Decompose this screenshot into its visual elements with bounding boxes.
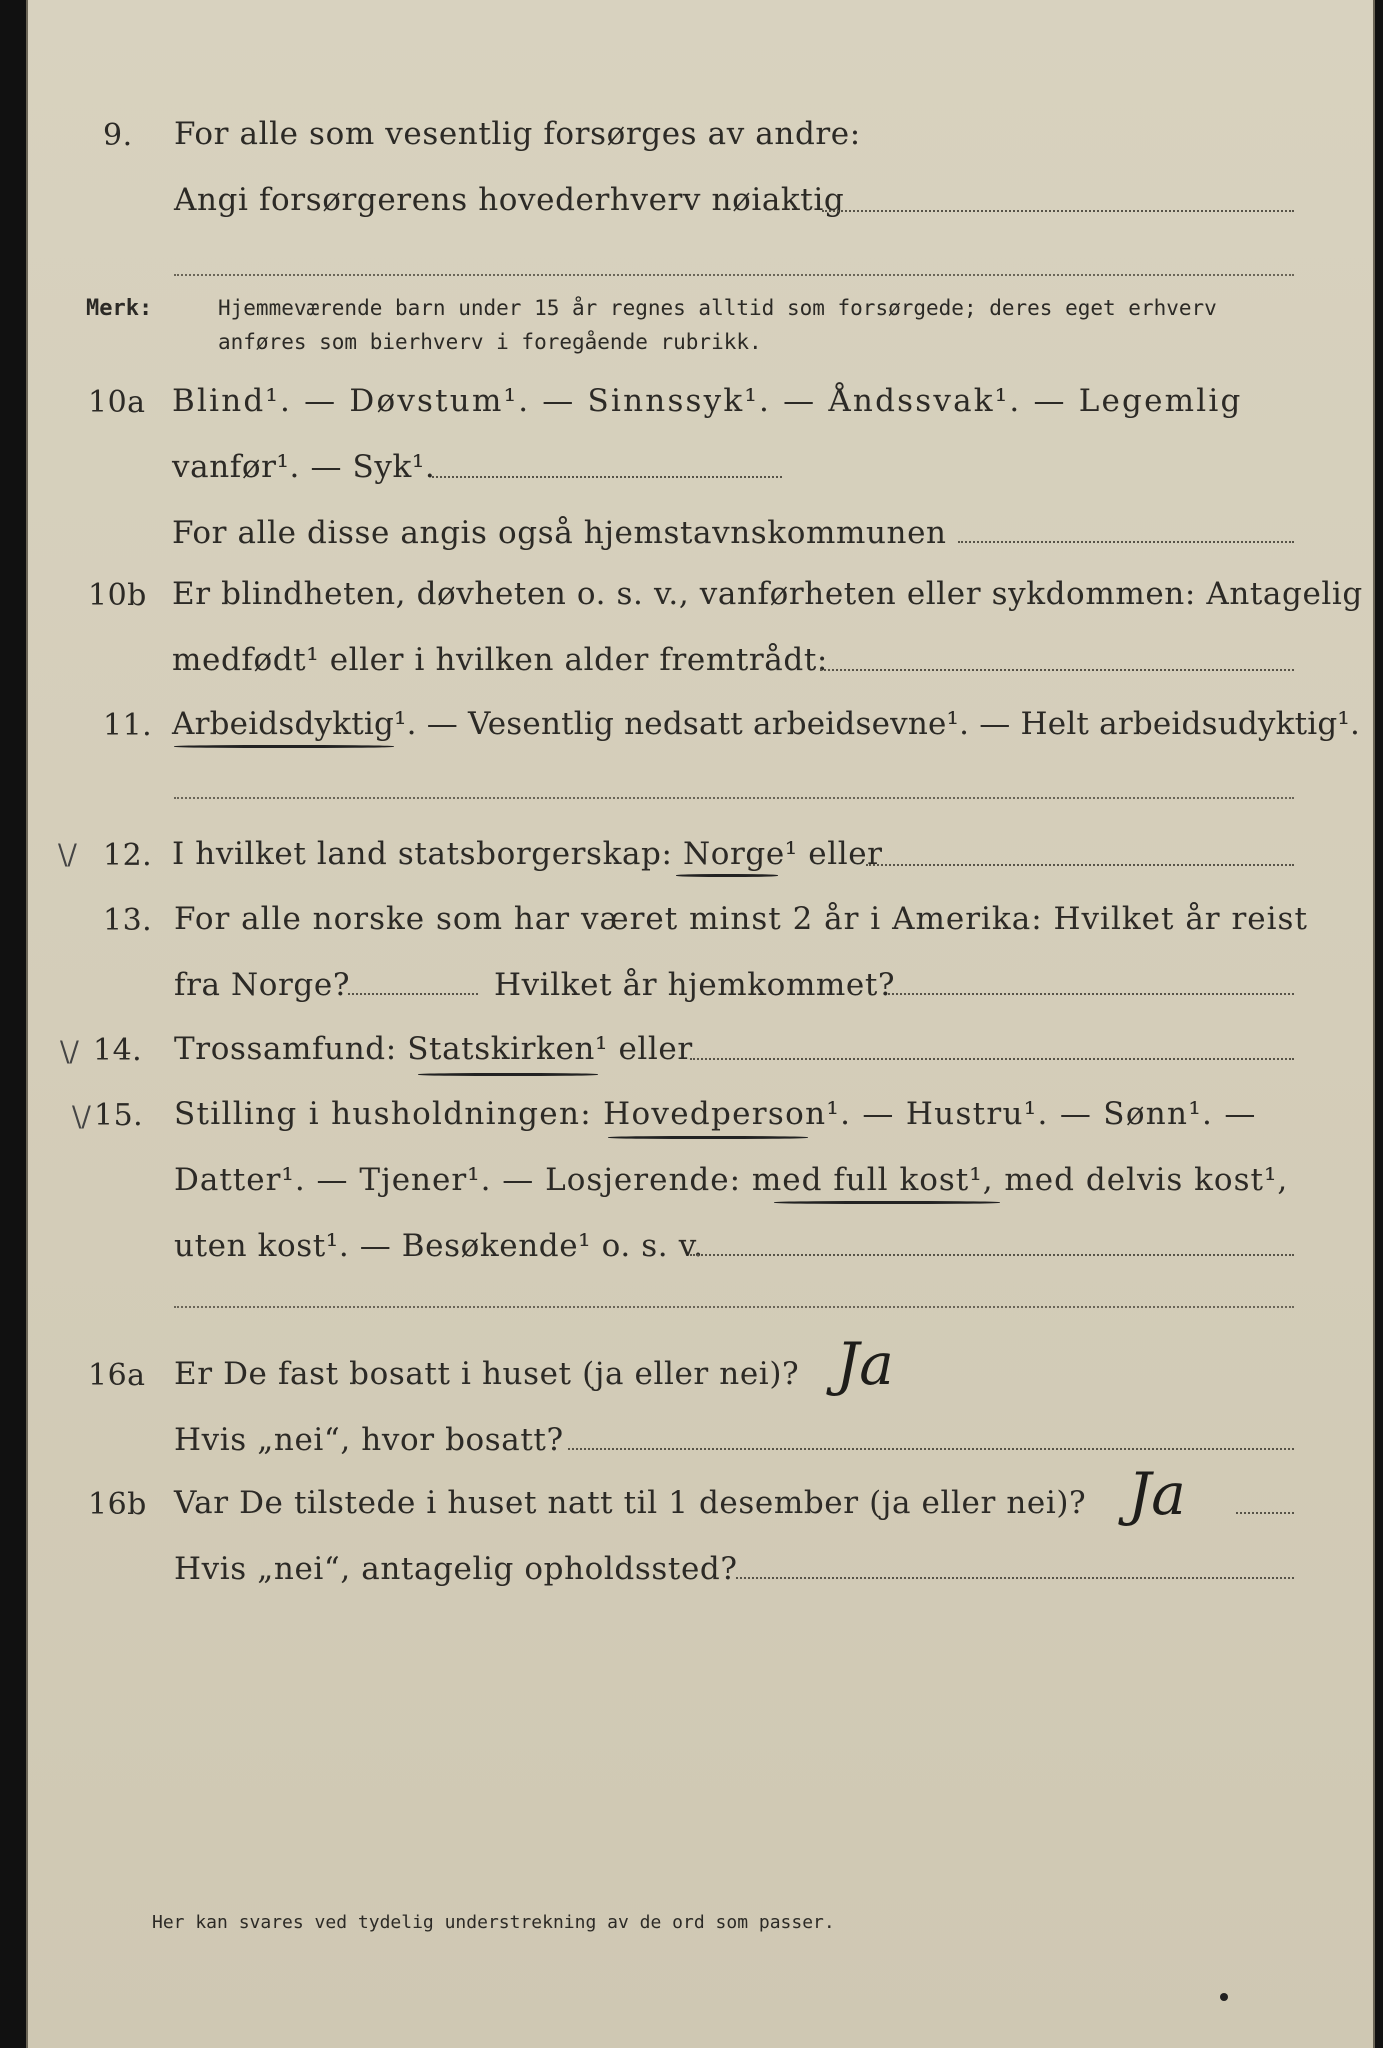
q15-underline-med-full-kost (774, 1201, 1000, 1204)
q10b-line2: medfødt¹ eller i hvilken alder fremtrådt: (172, 642, 828, 678)
q14-line1: Trossamfund: Statskirken¹ eller (174, 1031, 693, 1067)
q9-separator (174, 274, 1294, 276)
q10b-answer-field[interactable] (820, 669, 1294, 671)
q11-line1: Arbeidsdyktig¹. — Vesentlig nedsatt arbeidsevne¹. — Helt arbeidsudyktig¹. (172, 706, 1361, 742)
ink-dot (1220, 1993, 1228, 2001)
q13-answer-field-right[interactable] (888, 993, 1294, 995)
q14-check-mark: \/ (60, 1035, 79, 1068)
q10a-answer-field-1[interactable] (432, 476, 782, 478)
q16b-number: 16b (88, 1487, 147, 1522)
q16b-answer-field-1[interactable] (1236, 1512, 1294, 1514)
q10a-answer-field-2[interactable] (958, 541, 1294, 543)
merk-label: Merk: (86, 296, 153, 321)
q15-line2: Datter¹. — Tjener¹. — Losjerende: med full kost¹, med delvis kost¹, (174, 1162, 1289, 1198)
merk-line1: Hjemmeværende barn under 15 år regnes alltid som forsørgede; deres eget erhverv (218, 296, 1217, 320)
q16b-handwritten-answer[interactable]: Ja (1128, 1460, 1186, 1528)
q11-number: 11. (103, 708, 153, 743)
q16b-line1: Var De tilstede i huset natt til 1 desember (ja eller nei)? (174, 1485, 1087, 1521)
q10a-number: 10a (88, 385, 146, 420)
q14-underline-statskirken (418, 1073, 598, 1076)
q12-answer-field[interactable] (866, 864, 1294, 866)
q15-answer-field[interactable] (690, 1254, 1294, 1256)
q10a-line2: vanfør¹. — Syk¹. (172, 449, 436, 485)
q10b-line1: Er blindheten, døvheten o. s. v., vanførheten eller sykdommen: Antagelig (172, 576, 1363, 612)
q16a-answer-field[interactable] (568, 1448, 1294, 1450)
q12-number: 12. (103, 838, 153, 873)
q15-number: 15. (94, 1098, 144, 1133)
q16a-number: 16a (88, 1358, 146, 1393)
q12-line1: I hvilket land statsborgerskap: Norge¹ eller (172, 836, 883, 872)
q16a-line2: Hvis „nei“, hvor bosatt? (174, 1422, 564, 1458)
q9-number: 9. (103, 118, 133, 153)
q16b-answer-field-2[interactable] (736, 1577, 1294, 1579)
q15-underline-hovedperson (608, 1136, 808, 1139)
q16a-line1: Er De fast bosatt i huset (ja eller nei)? (174, 1356, 800, 1392)
q10a-line3: For alle disse angis også hjemstavnskommunen (172, 515, 947, 551)
q11-separator (174, 797, 1294, 799)
q14-answer-field[interactable] (690, 1058, 1294, 1060)
q13-line1: For alle norske som har været minst 2 år i Amerika: Hvilket år reist (174, 901, 1308, 937)
q15-check-mark: \/ (72, 1100, 91, 1133)
q10a-line1: Blind¹. — Døvstum¹. — Sinnssyk¹. — Åndssvak¹. — Legemlig (172, 383, 1243, 419)
q9-line2: Angi forsørgerens hovederhverv nøiaktig (174, 182, 845, 218)
q13-line2b: Hvilket år hjemkommet? (494, 967, 896, 1003)
q15-line3: uten kost¹. — Besøkende¹ o. s. v. (174, 1228, 704, 1264)
merk-line2: anføres som bierhverv i foregående rubrikk. (218, 330, 762, 354)
q14-number: 14. (93, 1033, 143, 1068)
q13-number: 13. (103, 903, 153, 938)
q13-answer-field-left[interactable] (348, 993, 478, 995)
q9-answer-field[interactable] (822, 210, 1294, 212)
q10b-number: 10b (88, 578, 147, 613)
q15-line1: Stilling i husholdningen: Hovedperson¹. — Hustru¹. — Sønn¹. — (174, 1096, 1257, 1132)
q11-underline-arbeidsdyktig (174, 745, 394, 748)
q15-separator (174, 1306, 1294, 1308)
footnote: Her kan svares ved tydelig understrekning av de ord som passer. (152, 1912, 835, 1933)
q12-underline-norge (676, 874, 778, 877)
q12-check-mark: \/ (58, 838, 77, 871)
q9-line1: For alle som vesentlig forsørges av andre: (174, 116, 861, 152)
q16a-handwritten-answer[interactable]: Ja (836, 1330, 894, 1398)
q16b-line2: Hvis „nei“, antagelig opholdssted? (174, 1551, 738, 1587)
q13-line2a: fra Norge? (174, 967, 351, 1003)
